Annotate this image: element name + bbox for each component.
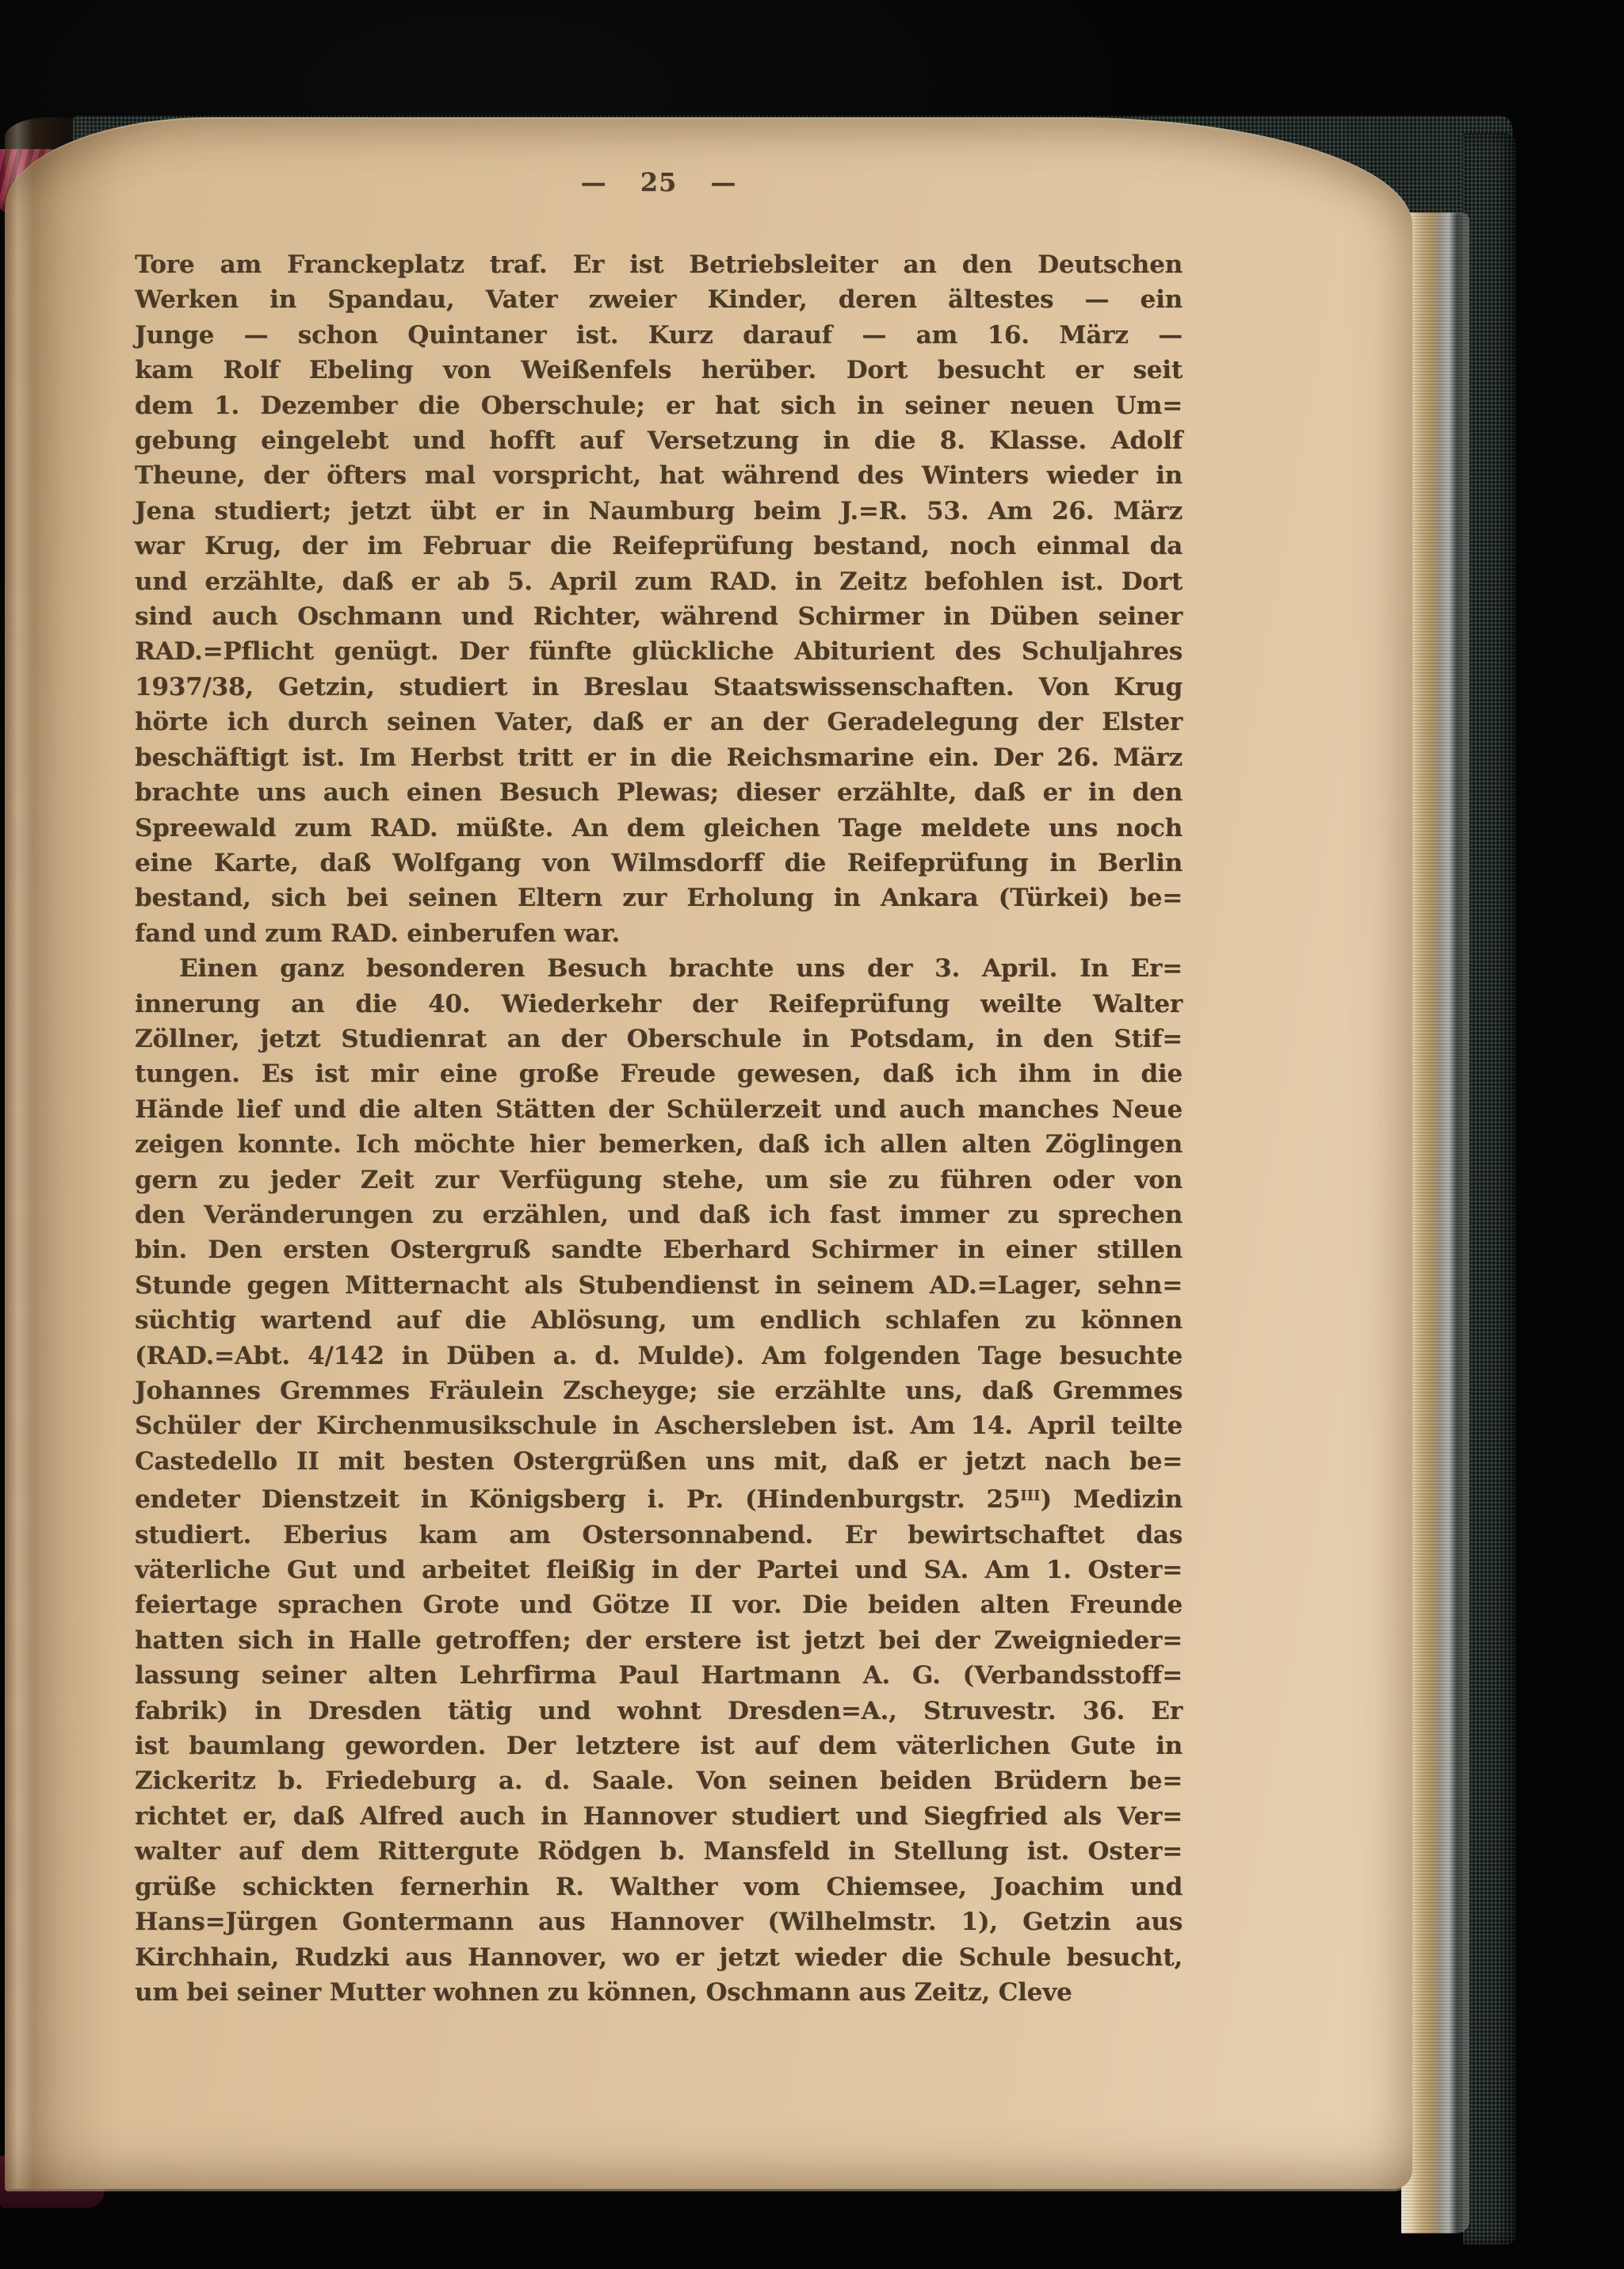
- text-line: sind auch Oschmann und Richter, während Schirmer in Düben seiner: [135, 602, 1183, 632]
- text-line: studiert. Eberius kam am Ostersonnabend. Er bewirtschaftet das: [135, 1520, 1183, 1549]
- text-line: hörte ich durch seinen Vater, daß er an der Geradelegung der Elster: [135, 708, 1183, 737]
- text-line: eine Karte, daß Wolfgang von Wilmsdorff die Reifeprüfung in Berlin: [135, 848, 1183, 877]
- text-line: gebung eingelebt und hofft auf Versetzung in die 8. Klasse. Adolf: [135, 426, 1183, 456]
- paragraph: [135, 247, 1183, 951]
- text-line: Jena studiert; jetzt übt er in Naumburg beim J.=R. 53. Am 26. März: [135, 496, 1183, 525]
- text-line: Schüler der Kirchenmusikschule in Aschersleben ist. Am 14. April teilte: [135, 1411, 1183, 1441]
- text-line: Spreewald zum RAD. müßte. An dem gleichen Tage meldete uns noch: [135, 813, 1183, 842]
- text-line: bin. Den ersten Ostergruß sandte Eberhard Schirmer in einer stillen: [135, 1236, 1183, 1265]
- superscript: III: [1020, 1488, 1041, 1505]
- text-line: kam Rolf Ebeling von Weißenfels herüber. Dort besucht er seit: [135, 356, 1183, 385]
- text-line: grüße schickten fernerhin R. Walther vom Chiemsee, Joachim und: [135, 1872, 1183, 1901]
- text-line: Zöllner, jetzt Studienrat an der Oberschule in Potsdam, in den Stif=: [135, 1024, 1183, 1053]
- text-line: Theune, der öfters mal vorspricht, hat während des Winters wieder in: [135, 461, 1183, 491]
- text-line: brachte uns auch einen Besuch Plewas; dieser erzählte, daß er in den: [135, 778, 1183, 808]
- text-line: Tore am Franckeplatz traf. Er ist Betriebsleiter an den Deutschen: [135, 250, 1183, 279]
- text-line: war Krug, der im Februar die Reifeprüfung bestand, noch einmal da: [135, 532, 1183, 561]
- text-line: walter auf dem Rittergute Rödgen b. Mansfeld in Stellung ist. Oster=: [135, 1837, 1183, 1866]
- text-line: bestand, sich bei seinen Eltern zur Erholung in Ankara (Türkei) be=: [135, 884, 1183, 913]
- text-line: tungen. Es ist mir eine große Freude gewesen, daß ich ihm in die: [135, 1060, 1183, 1089]
- text-line: ist baumlang geworden. Der letztere ist auf dem väterlichen Gute in: [135, 1732, 1183, 1761]
- text-line: (RAD.=Abt. 4/142 in Düben a. d. Mulde). Am folgenden Tage besuchte: [135, 1341, 1183, 1370]
- text-line: fand und zum RAD. einberufen war.: [135, 919, 621, 948]
- text-line: innerung an die 40. Wiederkehr der Reifeprüfung weilte Walter: [135, 989, 1183, 1018]
- page-number-header: — 25 —: [580, 167, 737, 197]
- text-line: feiertage sprachen Grote und Götze II vor. Die beiden alten Freunde: [135, 1591, 1183, 1620]
- text-line: richtet er, daß Alfred auch in Hannover studiert und Siegfried als Ver=: [135, 1801, 1183, 1831]
- text-line: väterliche Gut und arbeitet fleißig in der Partei und SA. Am 1. Oster=: [135, 1556, 1183, 1585]
- text-line: Hans=Jürgen Gontermann aus Hannover (Wilhelmstr. 1), Getzin aus: [135, 1908, 1183, 1937]
- text-line: dem 1. Dezember die Oberschule; er hat sich in seiner neuen Um=: [135, 391, 1183, 420]
- text-line: um bei seiner Mutter wohnen zu können, Oschmann aus Zeitz, Cleve: [135, 1977, 1072, 2007]
- text-line: Werken in Spandau, Vater zweier Kinder, deren ältestes — ein: [135, 285, 1183, 315]
- text-line: und erzählte, daß er ab 5. April zum RAD. in Zeitz befohlen ist. Dort: [135, 567, 1183, 596]
- text-line: Einen ganz besonderen Besuch brachte uns der 3. April. In Er=: [179, 954, 1183, 984]
- text-line: Zickeritz b. Friedeburg a. d. Saale. Von seinen beiden Brüdern be=: [135, 1767, 1183, 1796]
- book-page: [5, 117, 1412, 2189]
- text-line: beschäftigt ist. Im Herbst tritt er in die Reichsmarine ein. Der 26. März: [135, 743, 1183, 772]
- text-line: Junge — schon Quintaner ist. Kurz darauf — am 16. März —: [135, 320, 1183, 350]
- text-line: süchtig wartend auf die Ablösung, um endlich schlafen zu können: [135, 1306, 1183, 1335]
- text-line: lassung seiner alten Lehrfirma Paul Hartmann A. G. (Verbandsstoff=: [135, 1661, 1183, 1690]
- text-line: den Veränderungen zu erzählen, und daß ich fast immer zu sprechen: [135, 1200, 1183, 1229]
- text-line: RAD.=Pflicht genügt. Der fünfte glückliche Abiturient des Schuljahres: [135, 637, 1183, 667]
- text-line: endeter Dienstzeit in Königsberg i. Pr. (Hindenburgstr. $25^{III}$) Medizin: [135, 1485, 1183, 1515]
- text-line: Hände lief und die alten Stätten der Schülerzeit und auch manches Neue: [135, 1094, 1183, 1124]
- text-line: Castedello II mit besten Ostergrüßen uns mit, daß er jetzt nach be=: [135, 1446, 1183, 1476]
- text-line: Johannes Gremmes Fräulein Zscheyge; sie erzählte uns, daß Gremmes: [135, 1377, 1183, 1405]
- page-text: [135, 247, 1183, 2010]
- paragraph: [135, 951, 1183, 2010]
- text-line: fabrik) in Dresden tätig und wohnt Dresden=A., Struvestr. 36. Er: [135, 1696, 1183, 1725]
- text-line: Kirchhain, Rudzki aus Hannover, wo er jetzt wieder die Schule besucht,: [135, 1942, 1183, 1972]
- text-line: gern zu jeder Zeit zur Verfügung stehe, um sie zu führen oder von: [135, 1165, 1183, 1194]
- text-line: Stunde gegen Mitternacht als Stubendienst in seinem AD.=Lager, sehn=: [135, 1270, 1183, 1300]
- book-cover-cloth-right: [1463, 133, 1515, 2244]
- text-line: 1937/38, Getzin, studiert in Breslau Staatswissenschaften. Von Krug: [135, 672, 1183, 701]
- gutter-shadow: [5, 117, 124, 2189]
- text-line: zeigen konnte. Ich möchte hier bemerken, daß ich allen alten Zöglingen: [135, 1130, 1183, 1159]
- text-line: hatten sich in Halle getroffen; der erstere ist jetzt bei der Zweignieder=: [135, 1625, 1183, 1655]
